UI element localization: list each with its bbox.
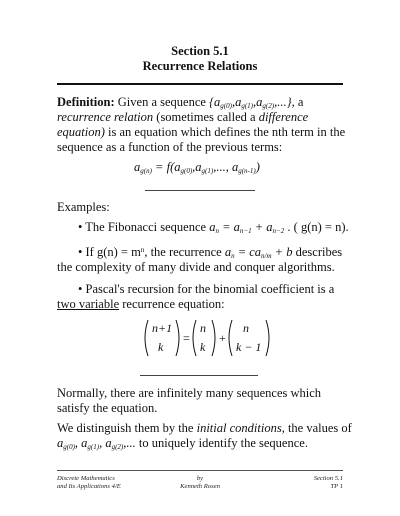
- closing-text-2: , the values of: [281, 421, 352, 435]
- svg-text:=: =: [183, 331, 190, 345]
- page-title: Recurrence Relations: [142, 59, 258, 73]
- divide-line-2: the complexity of many divide and conquer algorithms.: [57, 260, 335, 274]
- title-rule: [57, 83, 343, 85]
- divide-text-2: , the recurrence: [144, 245, 222, 259]
- footer-left: [57, 475, 121, 491]
- svg-text:n: n: [243, 321, 249, 335]
- definition-label: Definition:: [57, 95, 115, 109]
- definition-text: (sometimes called a: [153, 110, 259, 124]
- term-equation: equation): [57, 125, 105, 139]
- definition-line-1: Definition: Given a sequence $\{a_{g(0)},a_{g(1)},a_{g(2)},...\}$, a: [57, 95, 304, 110]
- pascal-line-1: • Pascal's recursion for the binomial coefficient is a: [78, 282, 335, 296]
- footer-book-title: Discrete Mathematics: [57, 475, 115, 482]
- term-recurrence-relation: recurrence relation: [57, 110, 154, 124]
- footer-right: [283, 475, 343, 491]
- footer-section: Section 5.1: [313, 475, 343, 482]
- svg-text:k − 1: k − 1: [236, 340, 262, 354]
- term-two-variable: two variable: [57, 297, 120, 311]
- definition-line-2: [57, 110, 308, 125]
- closing-para2-line2: [57, 436, 308, 455]
- footer-author: Kenneth Rosen: [180, 483, 220, 490]
- fibonacci-note: ( g(n) = n).: [293, 220, 349, 234]
- divide-formula: $a_n = ca_{n/m} + b$: [224, 245, 293, 260]
- closing-text-1: We distinguish them by the: [57, 421, 197, 435]
- pascal-line-2: [57, 297, 225, 312]
- svg-text:n: n: [200, 321, 206, 335]
- fibonacci-formula: $a_n = a_{n-1} + a_{n-2}$: [209, 220, 285, 235]
- term-difference: difference: [258, 110, 309, 124]
- term-initial-conditions: initial conditions: [196, 421, 282, 435]
- footer-middle: [170, 475, 230, 491]
- footer-by: by: [196, 475, 204, 482]
- examples-heading: Examples:: [57, 200, 110, 214]
- definition-text-2: is an equation which defines the nth term in the: [104, 125, 346, 139]
- fibonacci-text: • The Fibonacci sequence: [78, 220, 207, 234]
- closing-para2-line1: [57, 421, 352, 436]
- divide-text-3: describes: [295, 245, 343, 259]
- pascal-formula: [140, 315, 280, 361]
- closing-para1-line2: satisfy the equation.: [57, 401, 158, 415]
- initial-terms: $a_{g(0)}$, $a_{g(1)}$, $a_{g(2)}$,...: [57, 436, 136, 451]
- example-fibonacci: • The Fibonacci sequence $a_n = a_{n-1} + a_{n-2}$ . ( g(n) = n).: [78, 220, 349, 235]
- svg-text:k: k: [158, 340, 164, 354]
- closing-para1-line1: Normally, there are infinitely many sequences which: [57, 386, 322, 400]
- divide-text-1: • If $g(n) = m^n$: [78, 245, 145, 259]
- sequence-notation: $\{a_{g(0)},a_{g(1)},a_{g(2)},...\}$: [209, 95, 292, 110]
- footer-page: TP 1: [330, 483, 343, 490]
- svg-text:k: k: [200, 340, 206, 354]
- pascal-text: recurrence equation:: [119, 297, 225, 311]
- recurrence-formula: $a_{g(n)} = f(a_{g(0)},a_{g(1)}$,..., $a_{g(n-1)}$): [134, 160, 260, 175]
- definition-lead: Given a sequence: [117, 95, 206, 109]
- section-number: Section 5.1: [171, 44, 229, 58]
- footer-book-edition: and Its Applications 4/E: [57, 483, 121, 490]
- svg-text:+: +: [219, 331, 226, 345]
- footer-rule: [57, 470, 343, 471]
- svg-text:n+1: n+1: [152, 321, 173, 335]
- definition-line-3: [57, 125, 345, 140]
- separator-2: [140, 375, 258, 376]
- closing-text-3: to uniquely identify the sequence.: [135, 436, 308, 450]
- definition-line-4: sequence as a function of the previous terms:: [57, 140, 283, 154]
- separator-1: [145, 190, 255, 191]
